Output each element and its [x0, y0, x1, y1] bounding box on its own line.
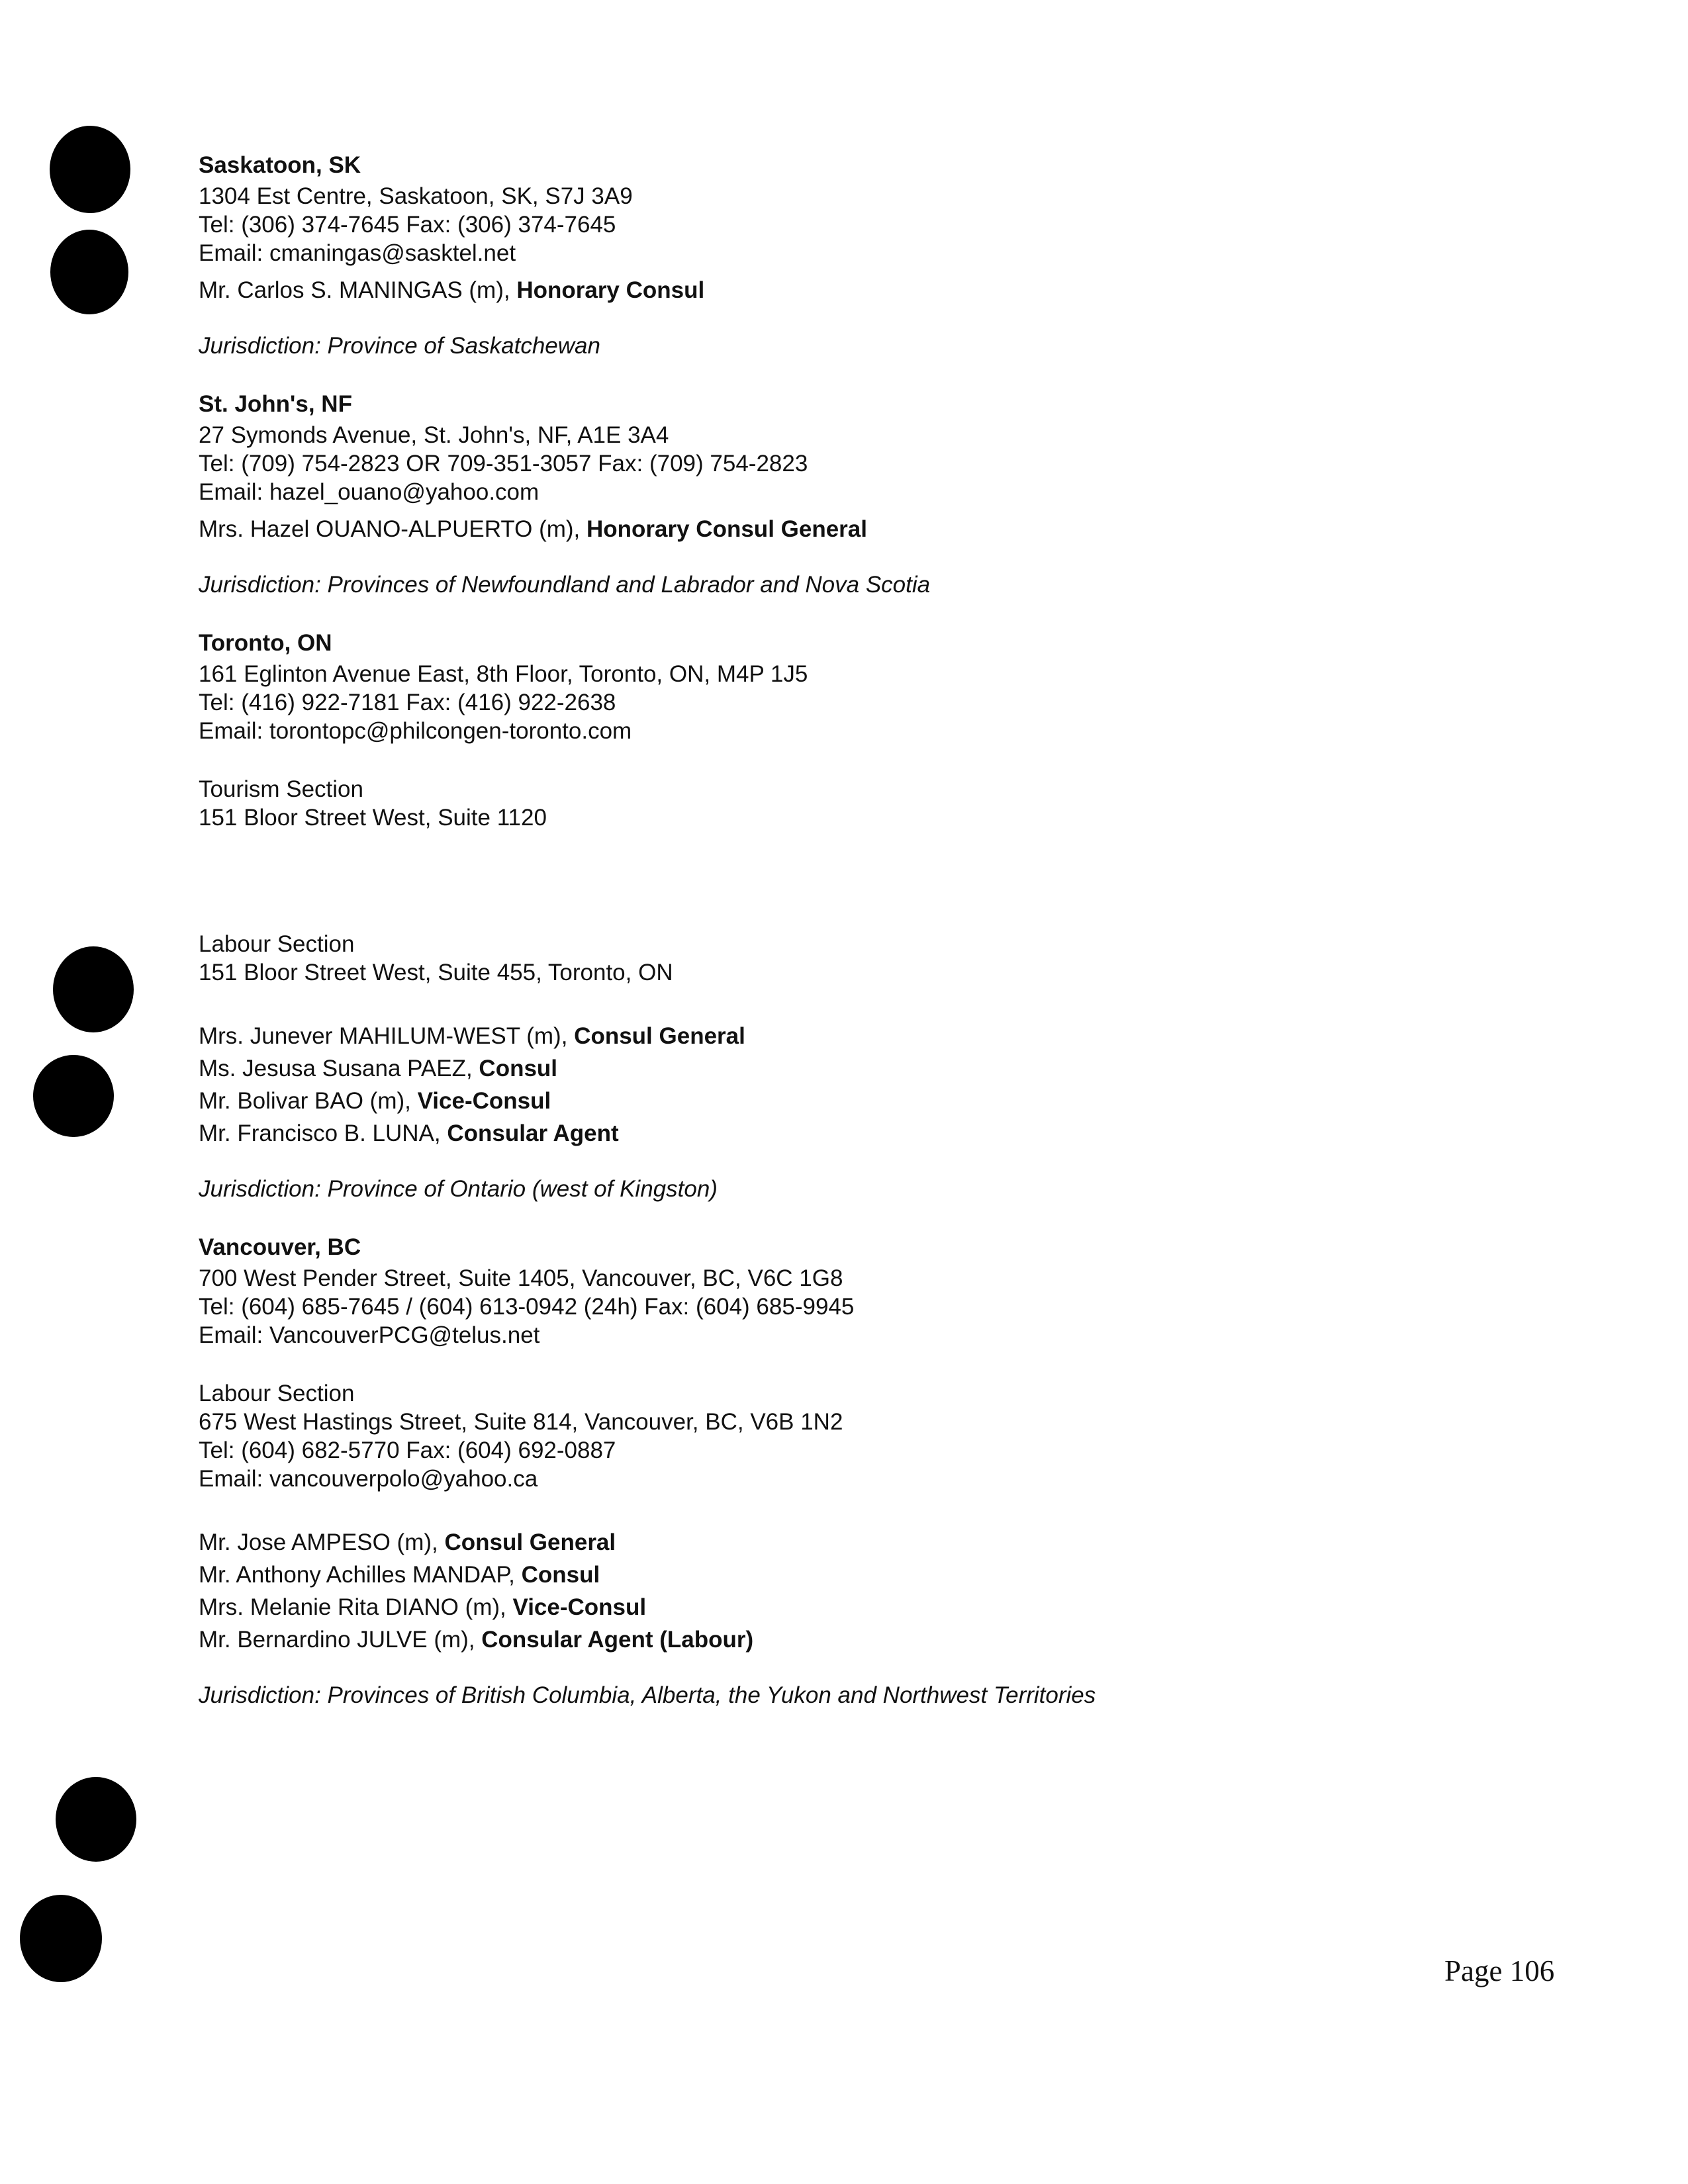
staff-name: Mr. Bernardino JULVE (m), — [199, 1627, 482, 1653]
staff-title: Consul — [521, 1562, 600, 1588]
section-address: 675 West Hastings Street, Suite 814, Vancouver, BC, V6B 1N2 — [199, 1409, 843, 1435]
staff-title: Vice-Consul — [512, 1594, 647, 1620]
office-email: Email: cmaningas@sasktel.net — [199, 240, 516, 266]
staff-list — [199, 274, 1523, 306]
section-name: Labour Section — [199, 931, 355, 957]
staff-member — [199, 1559, 1523, 1591]
office-city: Vancouver, BC — [199, 1234, 361, 1260]
office-city: Saskatoon, SK — [199, 152, 361, 178]
jurisdiction-note: Jurisdiction: Provinces of Newfoundland and Labrador and Nova Scotia — [199, 572, 931, 598]
office-address: 700 West Pender Street, Suite 1405, Vancouver, BC, V6C 1G8 — [199, 1265, 843, 1291]
office-city: St. John's, NF — [199, 391, 352, 417]
office-vancouver — [199, 1233, 1523, 1709]
section-address: 151 Bloor Street West, Suite 1120 — [199, 805, 547, 831]
office-phone: Tel: (416) 922-7181 Fax: (416) 922-2638 — [199, 690, 616, 715]
staff-member — [199, 513, 1523, 545]
jurisdiction-note: Jurisdiction: Provinces of British Columbia, Alberta, the Yukon and Northwest Territories — [199, 1682, 1096, 1708]
section-address: 151 Bloor Street West, Suite 455, Toronto, ON — [199, 960, 673, 985]
staff-list — [199, 1020, 1523, 1150]
staff-title: Consul — [479, 1056, 558, 1081]
staff-name: Mr. Jose AMPESO (m), — [199, 1529, 445, 1555]
binder-hole — [50, 126, 130, 213]
page-number: Page 106 — [1444, 1954, 1555, 1987]
labour-section — [199, 930, 1523, 987]
office-address: 161 Eglinton Avenue East, 8th Floor, Toronto, ON, M4P 1J5 — [199, 661, 808, 687]
staff-member — [199, 1591, 1523, 1623]
tourism-section — [199, 775, 1523, 832]
section-name: Tourism Section — [199, 776, 363, 802]
office-email: Email: torontopc@philcongen-toronto.com — [199, 718, 632, 744]
staff-title: Consular Agent — [447, 1120, 619, 1146]
staff-title: Consul General — [574, 1023, 745, 1049]
staff-member — [199, 1052, 1523, 1085]
staff-name: Mr. Carlos S. MANINGAS (m), — [199, 277, 517, 303]
section-email: Email: vancouverpolo@yahoo.ca — [199, 1466, 538, 1492]
staff-name: Mrs. Junever MAHILUM-WEST (m), — [199, 1023, 575, 1049]
staff-member — [199, 1526, 1523, 1559]
staff-title: Consul General — [444, 1529, 616, 1555]
staff-member — [199, 1020, 1523, 1052]
staff-title: Honorary Consul — [516, 277, 705, 303]
staff-member — [199, 1117, 1523, 1150]
office-st-johns — [199, 390, 1523, 599]
staff-name: Mrs. Melanie Rita DIANO (m), — [199, 1594, 513, 1620]
staff-name: Mr. Bolivar BAO (m), — [199, 1088, 418, 1114]
binder-hole — [53, 946, 134, 1032]
office-city: Toronto, ON — [199, 630, 332, 656]
staff-list — [199, 513, 1523, 545]
office-phone: Tel: (604) 685-7645 / (604) 613-0942 (24h) Fax: (604) 685-9945 — [199, 1294, 855, 1320]
office-saskatoon — [199, 151, 1523, 360]
staff-title: Vice-Consul — [417, 1088, 551, 1114]
staff-name: Ms. Jesusa Susana PAEZ, — [199, 1056, 479, 1081]
staff-member — [199, 274, 1523, 306]
office-email: Email: VancouverPCG@telus.net — [199, 1322, 540, 1348]
office-address: 1304 Est Centre, Saskatoon, SK, S7J 3A9 — [199, 183, 633, 209]
office-email: Email: hazel_ouano@yahoo.com — [199, 479, 539, 505]
staff-name: Mrs. Hazel OUANO-ALPUERTO (m), — [199, 516, 586, 542]
staff-name: Mr. Anthony Achilles MANDAP, — [199, 1562, 522, 1588]
section-name: Labour Section — [199, 1381, 355, 1406]
jurisdiction-note: Jurisdiction: Province of Saskatchewan — [199, 333, 600, 359]
labour-section — [199, 1379, 1523, 1493]
staff-list — [199, 1526, 1523, 1656]
office-address: 27 Symonds Avenue, St. John's, NF, A1E 3A4 — [199, 422, 669, 448]
binder-hole — [20, 1895, 102, 1982]
office-phone: Tel: (709) 754-2823 OR 709-351-3057 Fax: (709) 754-2823 — [199, 451, 808, 477]
office-toronto — [199, 629, 1523, 1203]
staff-member — [199, 1085, 1523, 1117]
office-phone: Tel: (306) 374-7645 Fax: (306) 374-7645 — [199, 212, 616, 238]
consulate-listing — [199, 151, 1523, 1739]
binder-hole — [56, 1777, 136, 1862]
staff-name: Mr. Francisco B. LUNA, — [199, 1120, 447, 1146]
staff-title: Honorary Consul General — [586, 516, 867, 542]
staff-title: Consular Agent (Labour) — [481, 1627, 754, 1653]
jurisdiction-note: Jurisdiction: Province of Ontario (west of Kingston) — [199, 1176, 718, 1202]
binder-hole — [50, 230, 128, 314]
binder-hole — [33, 1055, 114, 1137]
staff-member — [199, 1623, 1523, 1656]
section-phone: Tel: (604) 682-5770 Fax: (604) 692-0887 — [199, 1437, 616, 1463]
